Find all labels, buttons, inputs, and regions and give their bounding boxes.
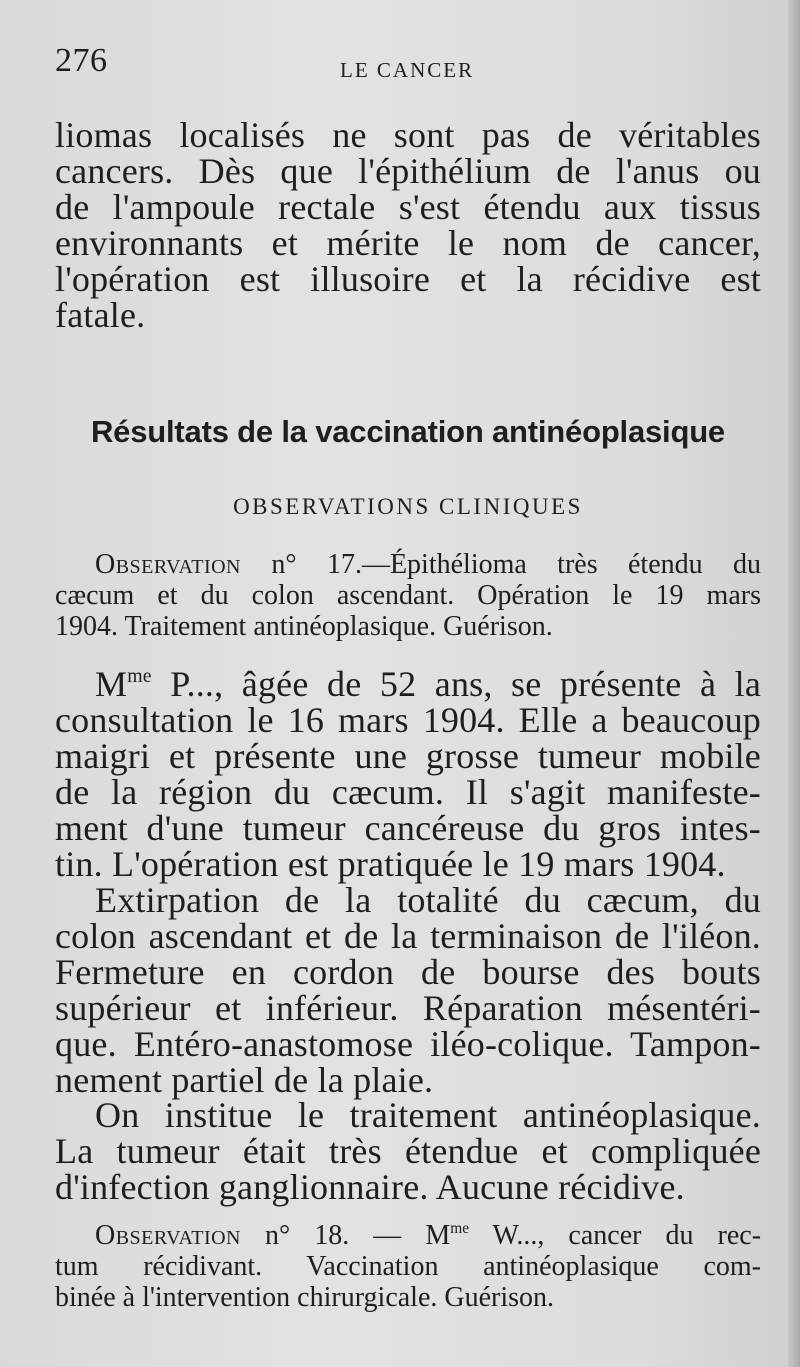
text-line: d'infection ganglionnaire. Aucune récidive.: [55, 1167, 685, 1207]
text-line: de l'ampoule rectale s'est étendu aux tissus: [55, 187, 761, 227]
observation-17: [55, 549, 761, 642]
text-line: maigri et présente une grosse tumeur mobile: [55, 736, 761, 776]
intro-paragraph: [55, 117, 761, 333]
text-line: binée à l'intervention chirurgicale. Guérison.: [55, 1282, 555, 1313]
text-fragment: —Épithélioma très étendu du: [361, 549, 761, 580]
text-line: de la région du cæcum. Il s'agit manifeste-: [55, 772, 761, 812]
observation-label: Observation: [95, 549, 241, 580]
text-fragment: P..., âgée de 52 ans, se présente à la: [151, 664, 761, 704]
text-line: Fermeture en cordon de bourse des bouts: [55, 952, 761, 992]
text-line: On institue le traitement antinéoplasique.: [95, 1095, 761, 1135]
text-fragment: W..., cancer du rec-: [469, 1220, 762, 1251]
text-line: ment d'une tumeur cancéreuse du gros intes-: [55, 808, 761, 848]
title-superscript: me: [450, 1220, 470, 1238]
observation-18-heading-line: [55, 1220, 761, 1251]
text-line: consultation le 16 mars 1904. Elle a beaucoup: [55, 700, 761, 740]
text-line: cancers. Dès que l'épithélium de l'anus ou: [55, 151, 761, 191]
observation-number: n° 17.: [271, 549, 362, 580]
case-paragraph: [55, 666, 761, 882]
title-abbrev: M: [425, 1220, 451, 1251]
sub-heading: OBSERVATIONS CLINIQUES: [233, 494, 583, 519]
text-line: environnants et mérite le nom de cancer,: [55, 223, 761, 263]
text-line: colon ascendant et de la terminaison de l'iléon.: [55, 916, 761, 956]
surgery-paragraph: [55, 882, 761, 1098]
case-first-line: [55, 666, 761, 702]
text-line: 1904. Traitement antinéoplasique. Guérison.: [55, 611, 553, 642]
text-line: liomas localisés ne sont pas de véritables: [55, 115, 761, 155]
text-line: supérieur et inférieur. Réparation mésentéri-: [55, 988, 761, 1028]
observation-number: n° 18.: [265, 1220, 350, 1251]
page-edge-shadow: [788, 0, 800, 1367]
text-line: tin. L'opération est pratiquée le 19 mars 1904.: [55, 844, 726, 884]
observation-17-heading-line: [55, 549, 761, 580]
treatment-paragraph: [55, 1097, 761, 1205]
text-line: tum récidivant. Vaccination antinéoplasique com-: [55, 1251, 761, 1282]
observation-18: [55, 1220, 761, 1313]
dash: —: [349, 1220, 426, 1251]
section-heading: Résultats de la vaccination antinéoplasique: [91, 414, 725, 449]
page-header: [55, 42, 755, 92]
text-line: cæcum et du colon ascendant. Opération le 19 mars: [55, 580, 761, 611]
observation-label: Observation: [95, 1220, 241, 1251]
text-line: La tumeur était très étendue et compliquée: [55, 1131, 761, 1171]
page-number: 276: [55, 42, 108, 79]
text-line: que. Entéro-anastomose iléo-colique. Tampon-: [55, 1024, 761, 1064]
running-title: LE CANCER: [340, 58, 475, 82]
text-line: fatale.: [55, 295, 146, 335]
text-line: Extirpation de la totalité du cæcum, du: [95, 880, 761, 920]
text-line: l'opération est illusoire et la récidive est: [55, 259, 761, 299]
title-superscript: me: [127, 665, 152, 688]
text-line: nement partiel de la plaie.: [55, 1060, 434, 1100]
title-abbrev: M: [95, 664, 128, 704]
